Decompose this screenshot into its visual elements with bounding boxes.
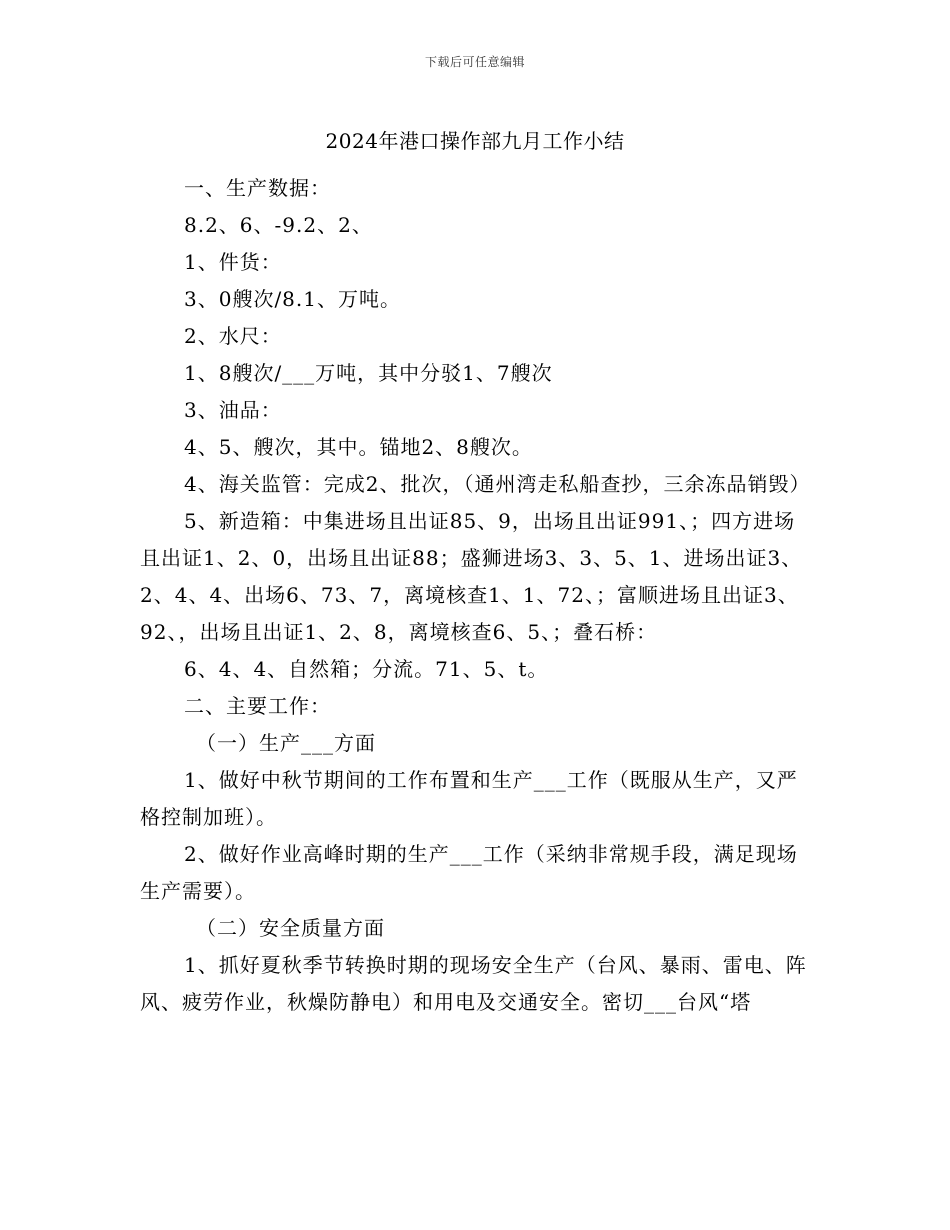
paragraph-section-production-data: 一、生产数据： [184, 176, 331, 200]
paragraph-section-main-work: 二、主要工作： [184, 694, 331, 718]
paragraph: 4、海关监管：完成2、批次，（通州湾走私船查抄，三余冻品销毁） [184, 472, 811, 496]
document-title: 2024年港口操作部九月工作小结 [325, 129, 625, 153]
paragraph: 5、新造箱：中集进场且出证85、9，出场且出证991、；四方进场且出证1、2、0，出场且出证88；盛狮进场3、3、5、1、进场出证3、2、4、4、出场6、73、7，离境核查1、1、72、；富顺进场且出证3、92、，出场且出证1、2、8，离境核查6、5、；叠石桥： [140, 509, 803, 644]
paragraph: 1、件货： [184, 250, 282, 274]
page-header-note: 下载后可任意编辑 [424, 55, 525, 69]
paragraph: 2、做好作业高峰时期的生产___工作（采纳非常规手段，满足现场生产需要）。 [140, 842, 798, 903]
subheading-production: （一）生产___方面 [196, 731, 376, 755]
paragraph: 1、抓好夏秋季节转换时期的现场安全生产（台风、暴雨、雷电、阵风、疲劳作业，秋燥防静电）和用电及交通安全。密切___台风“塔 [140, 953, 807, 1014]
paragraph: 4、5、艘次，其中。锚地2、8艘次。 [184, 435, 533, 459]
paragraph: 3、油品： [184, 398, 282, 422]
paragraph: 2、水尺： [184, 324, 282, 348]
paragraph: 8.2、6、-9.2、2、 [184, 213, 373, 237]
paragraph: 1、做好中秋节期间的工作布置和生产___工作（既服从生产，又严格控制加班）。 [140, 768, 798, 829]
paragraph: 6、4、4、自然箱；分流。71、5、t。 [184, 657, 549, 681]
subheading-safety-quality: （二）安全质量方面 [196, 916, 385, 940]
paragraph: 1、8艘次/___万吨，其中分驳1、7艘次 [184, 361, 553, 385]
document-body [140, 170, 812, 1021]
paragraph: 3、0艘次/8.1、万吨。 [184, 287, 401, 311]
